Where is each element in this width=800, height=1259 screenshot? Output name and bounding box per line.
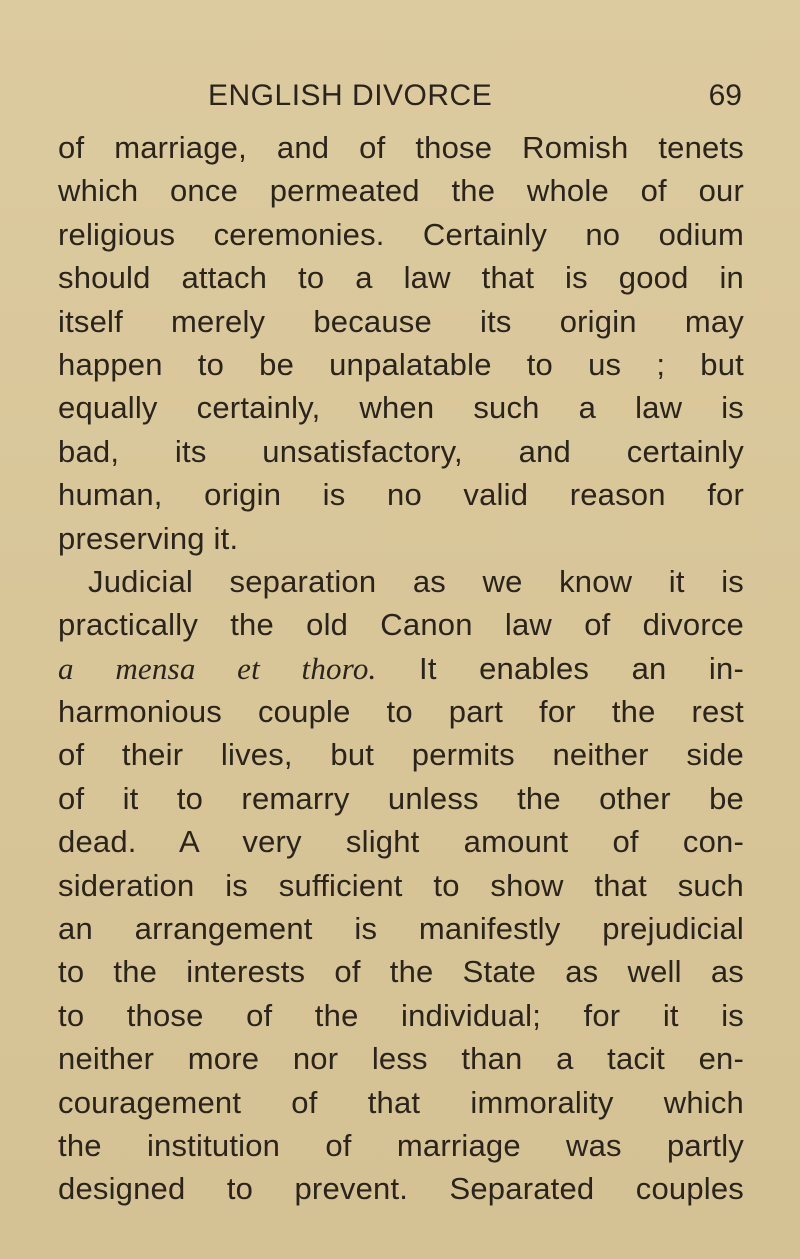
text-line: which once permeated the whole of our	[58, 173, 744, 209]
text-line-with-italic	[58, 647, 744, 690]
page-number: 69	[708, 79, 742, 112]
paragraph-start-line: Judicial separation as we know it is	[88, 563, 744, 599]
text-line: sideration is sufficient to show that such	[58, 867, 744, 903]
text-line: dead. A very slight amount of con-	[58, 824, 744, 860]
text-line: practically the old Canon law of divorce	[58, 607, 744, 643]
latin-phrase: a mensa et thoro.	[58, 650, 377, 686]
text-line: religious ceremonies. Certainly no odium	[58, 216, 744, 252]
text-line: harmonious couple to part for the rest	[58, 694, 744, 730]
text-line: an arrangement is manifestly prejudicial	[58, 911, 744, 947]
text-line: of their lives, but permits neither side	[58, 737, 744, 773]
text-line: happen to be unpalatable to us ; but	[58, 346, 744, 382]
text-line: bad, its unsatisfactory, and certainly	[58, 433, 744, 469]
text-line: of marriage, and of those Romish tenets	[58, 130, 744, 165]
text-line: itself merely because its origin may	[58, 303, 744, 339]
text-line: neither more nor less than a tacit en-	[58, 1041, 744, 1077]
paragraph-end-line: preserving it.	[58, 520, 239, 556]
running-head	[60, 76, 742, 116]
line-remainder: It enables an in-	[419, 650, 744, 686]
text-line: designed to prevent. Separated couples	[58, 1171, 744, 1207]
text-line: of it to remarry unless the other be	[58, 780, 744, 816]
text-line: the institution of marriage was partly	[58, 1127, 744, 1163]
text-line: to the interests of the State as well as	[58, 954, 744, 990]
body-text	[58, 126, 744, 1211]
text-line: human, origin is no valid reason for	[58, 477, 744, 513]
text-line: should attach to a law that is good in	[58, 260, 744, 296]
running-title: ENGLISH DIVORCE	[208, 79, 493, 112]
text-line: to those of the individual; for it is	[58, 997, 744, 1033]
text-line: couragement of that immorality which	[58, 1084, 744, 1120]
text-line: equally certainly, when such a law is	[58, 390, 744, 426]
